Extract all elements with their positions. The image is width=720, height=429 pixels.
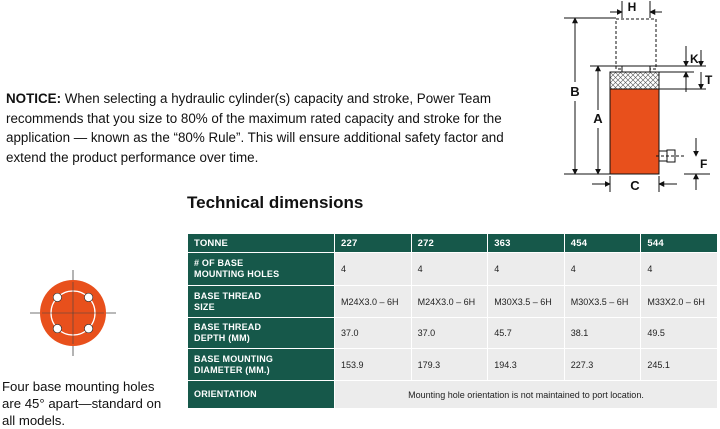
dim-label-f: F — [700, 157, 708, 171]
base-holes-caption: Four base mounting holes are 45° apart—standard on all models. — [2, 379, 162, 428]
dim-label-h: H — [627, 0, 637, 14]
cylinder-body — [610, 89, 659, 174]
row-label: BASE THREAD SIZE — [188, 286, 335, 318]
table-cell: 245.1 — [641, 349, 718, 381]
dim-label-t: T — [705, 73, 713, 87]
row-label: ORIENTATION — [188, 381, 335, 409]
cylinder-dimension-diagram — [558, 0, 720, 196]
mounting-hole — [84, 324, 92, 332]
cylinder-top-section — [610, 72, 659, 89]
table-cell: M30X3.5 – 6H — [564, 286, 641, 318]
table-row — [188, 349, 718, 381]
header-cell: 227 — [335, 234, 412, 253]
dim-label-k: K — [690, 52, 699, 66]
table-row — [188, 381, 718, 409]
dim-label-a: A — [593, 111, 603, 126]
base-mounting-holes-diagram — [28, 268, 118, 358]
table-cell: 38.1 — [564, 318, 641, 349]
table-row — [188, 253, 718, 286]
notice-paragraph — [6, 89, 546, 167]
table-cell: 37.0 — [411, 318, 488, 349]
table-cell: 4 — [641, 253, 718, 286]
table-cell: 179.3 — [411, 349, 488, 381]
extended-plunger-outline — [616, 19, 656, 69]
table-cell: 4 — [335, 253, 412, 286]
table-cell: 37.0 — [335, 318, 412, 349]
table-cell: 49.5 — [641, 318, 718, 349]
table-cell: M24X3.0 – 6H — [411, 286, 488, 318]
dim-label-c: C — [630, 178, 640, 193]
row-label: BASE THREAD DEPTH (MM) — [188, 318, 335, 349]
section-title: Technical dimensions — [187, 193, 364, 212]
table-cell: 194.3 — [488, 349, 565, 381]
mounting-hole — [53, 293, 61, 301]
mounting-hole — [53, 324, 61, 332]
header-cell: 272 — [411, 234, 488, 253]
table-cell: 227.3 — [564, 349, 641, 381]
table-cell: M30X3.5 – 6H — [488, 286, 565, 318]
table-cell: 4 — [488, 253, 565, 286]
notice-label: NOTICE: — [6, 91, 62, 106]
table-row — [188, 318, 718, 349]
mounting-hole — [84, 293, 92, 301]
table-cell: 4 — [564, 253, 641, 286]
table-cell: 4 — [411, 253, 488, 286]
header-cell: 363 — [488, 234, 565, 253]
table-header-row — [188, 234, 718, 253]
saddle — [622, 66, 650, 72]
orientation-note: Mounting hole orientation is not maintained to port location. — [335, 381, 718, 409]
header-cell: 454 — [564, 234, 641, 253]
table-cell: 153.9 — [335, 349, 412, 381]
table-row — [188, 286, 718, 318]
row-label: BASE MOUNTING DIAMETER (MM.) — [188, 349, 335, 381]
header-cell: 544 — [641, 234, 718, 253]
table-cell: M24X3.0 – 6H — [335, 286, 412, 318]
technical-dimensions-table — [187, 233, 718, 409]
header-cell: TONNE — [188, 234, 335, 253]
table-cell: 45.7 — [488, 318, 565, 349]
table-cell: M33X2.0 – 6H — [641, 286, 718, 318]
row-label: # OF BASE MOUNTING HOLES — [188, 253, 335, 286]
notice-text: When selecting a hydraulic cylinder(s) capacity and stroke, Power Team recommends that you size to 80% of the maximum rated capacity and stroke for the application — known as the “80% Rule”. This will ensure additional safety factor and extend the product performance over time. — [6, 91, 504, 165]
dim-label-b: B — [570, 84, 580, 99]
